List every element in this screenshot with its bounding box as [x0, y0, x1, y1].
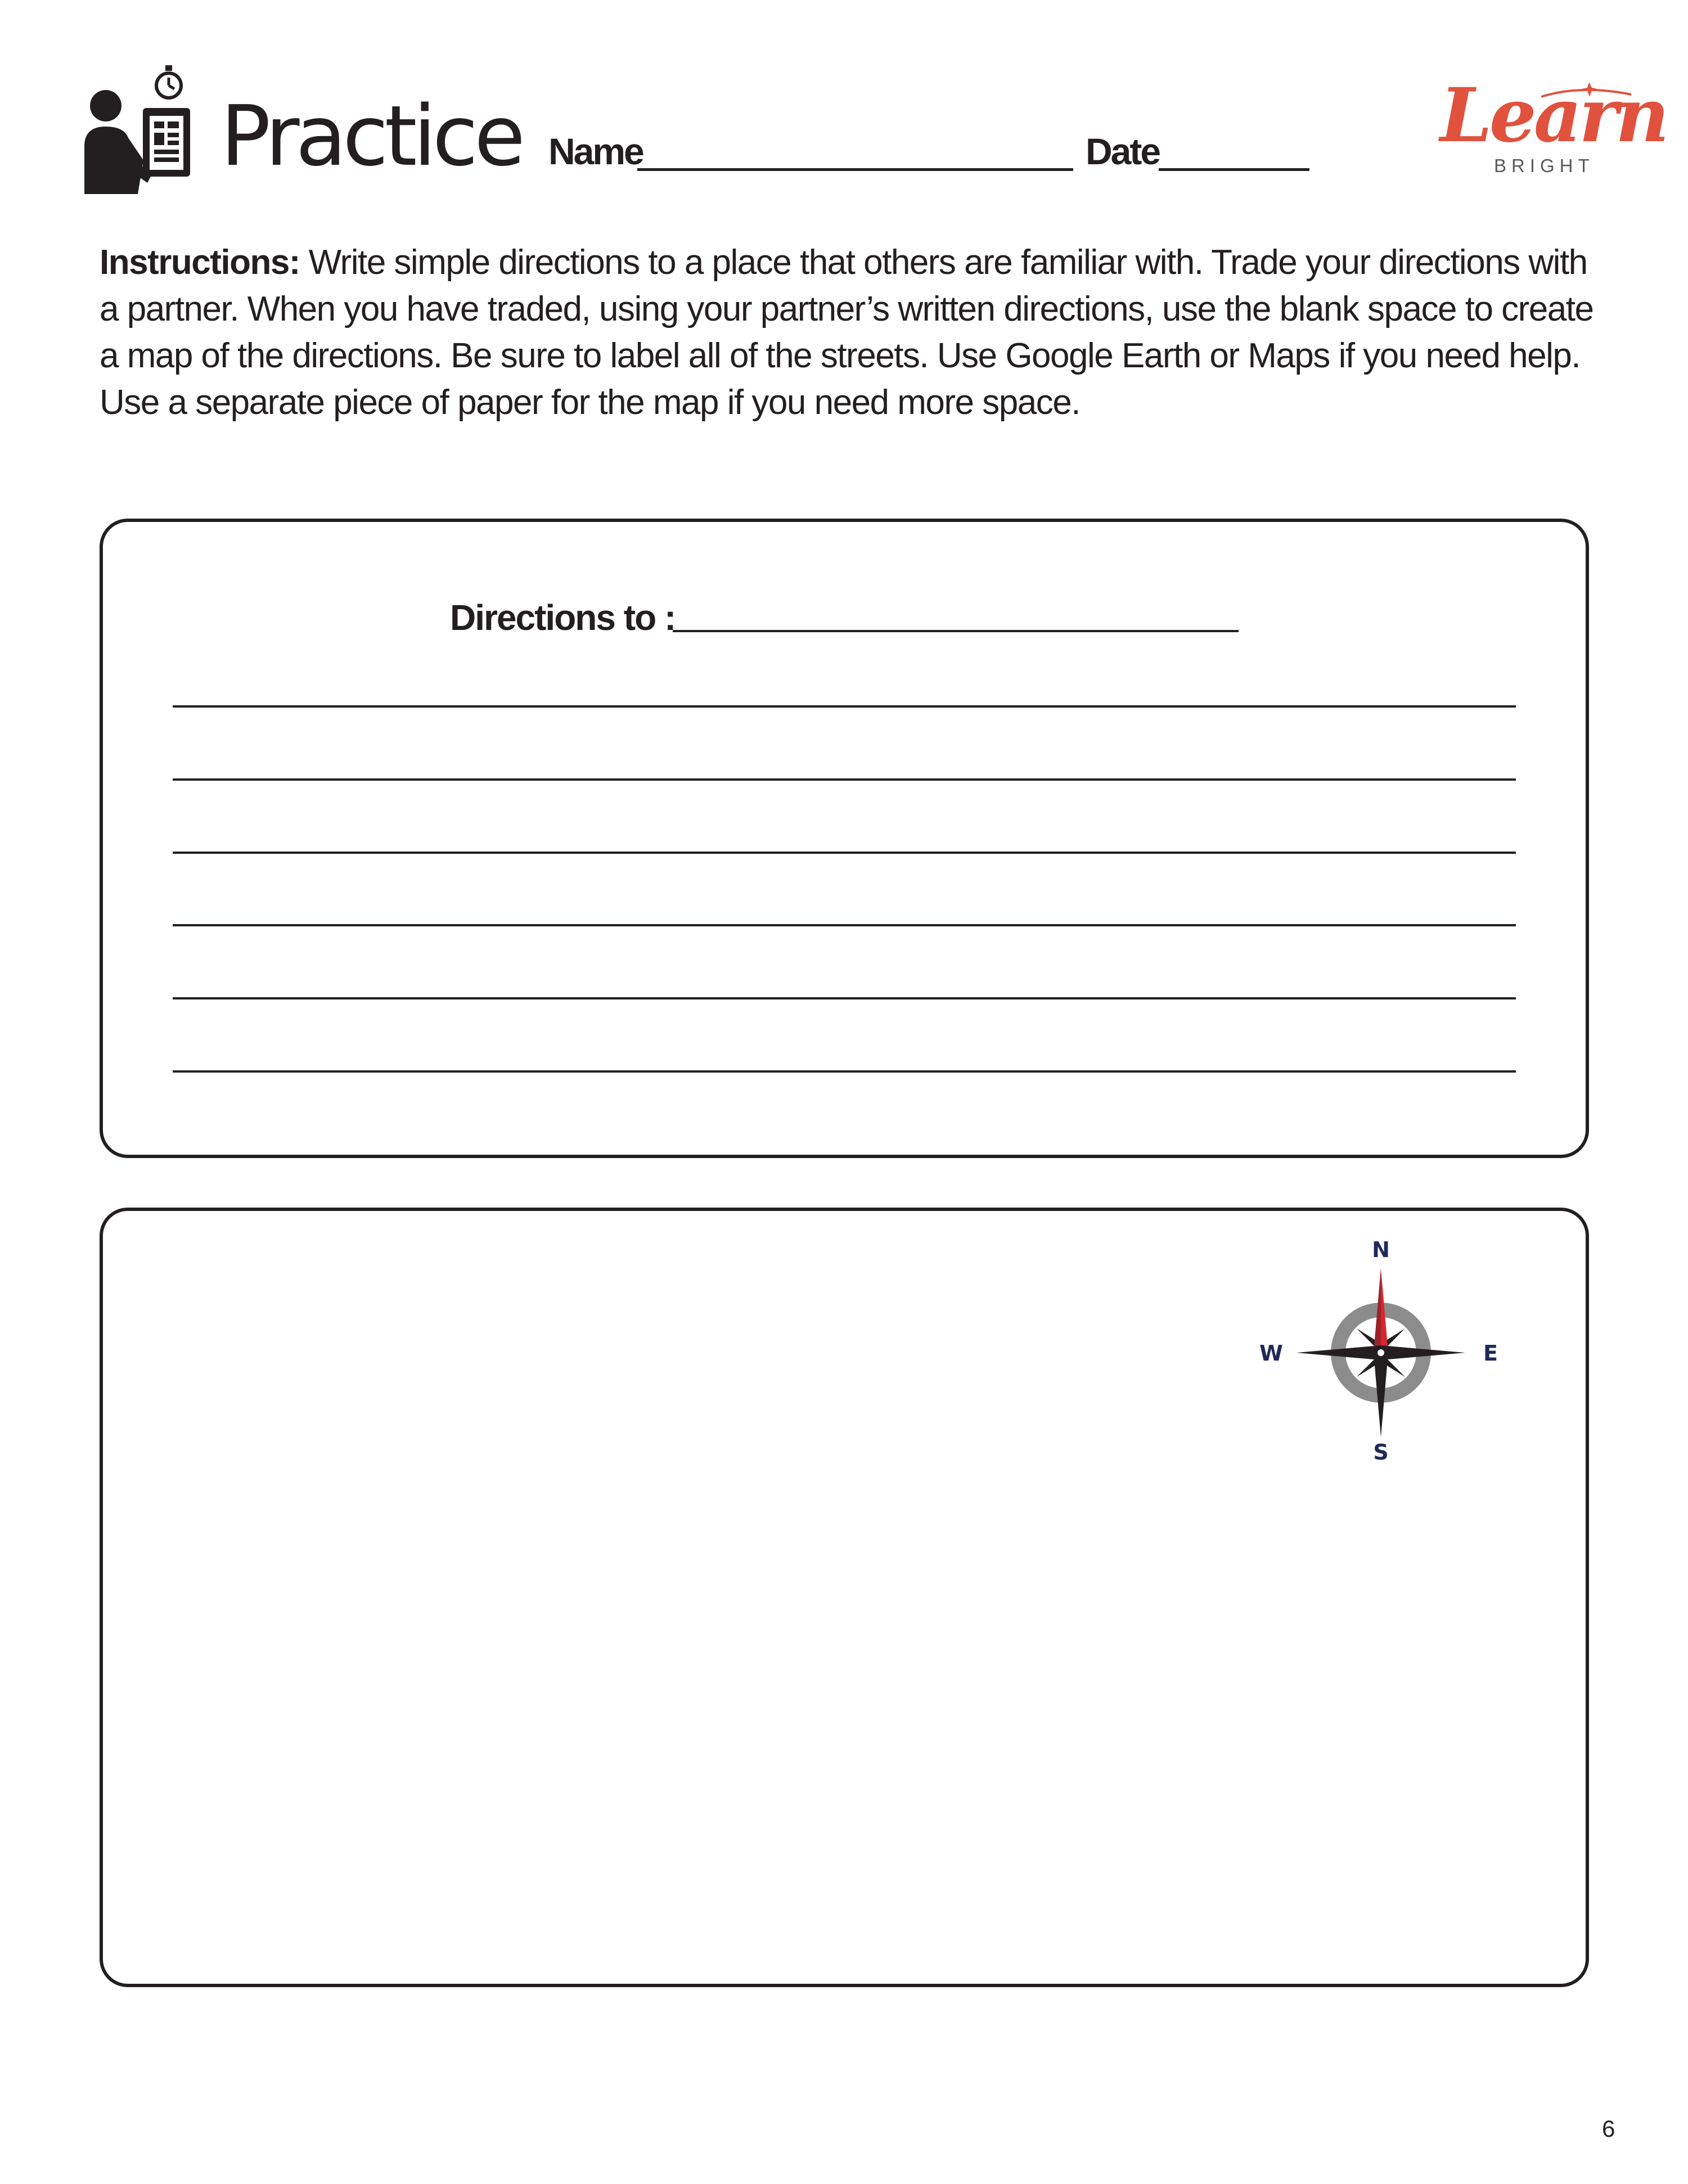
writing-line[interactable] — [173, 997, 1516, 999]
writing-line[interactable] — [173, 924, 1516, 926]
logo-bright-text: BRIGHT — [1494, 155, 1595, 176]
directions-box — [100, 519, 1589, 1158]
logo-learn-text: Learn — [1440, 72, 1667, 159]
name-field[interactable] — [637, 168, 1073, 171]
directions-to-label: Directions to : — [450, 597, 676, 638]
name-label: Name — [548, 130, 643, 172]
compass-north-label: N — [1372, 1237, 1390, 1262]
compass-east-label: E — [1483, 1341, 1498, 1366]
page-title: Practice — [220, 88, 522, 184]
learn-bright-logo — [1440, 72, 1667, 180]
writing-line[interactable] — [173, 852, 1516, 854]
directions-destination-field[interactable] — [673, 630, 1239, 632]
date-label: Date — [1086, 130, 1160, 172]
page-number: 6 — [1602, 2115, 1615, 2142]
date-field[interactable] — [1159, 168, 1309, 171]
compass-rose-icon — [1254, 1235, 1507, 1465]
instructions-body: Write simple directions to a place that others are familiar with. Trade your directions with a partner. When you have traded, using your partner’s written directions, use the blank space to create a map of the directions. Be sure to label all of the streets. Use Google Earth or Maps if you need help. Use a separate piece of paper for the map if you need more space. — [100, 243, 1594, 422]
practice-icon — [84, 62, 197, 194]
compass-south-label: S — [1373, 1440, 1389, 1465]
instructions-lead: Instructions: — [100, 243, 300, 282]
writing-line[interactable] — [173, 1070, 1516, 1073]
compass-west-label: W — [1259, 1341, 1283, 1366]
writing-line[interactable] — [173, 705, 1516, 708]
instructions — [100, 239, 1607, 426]
writing-line[interactable] — [173, 778, 1516, 781]
